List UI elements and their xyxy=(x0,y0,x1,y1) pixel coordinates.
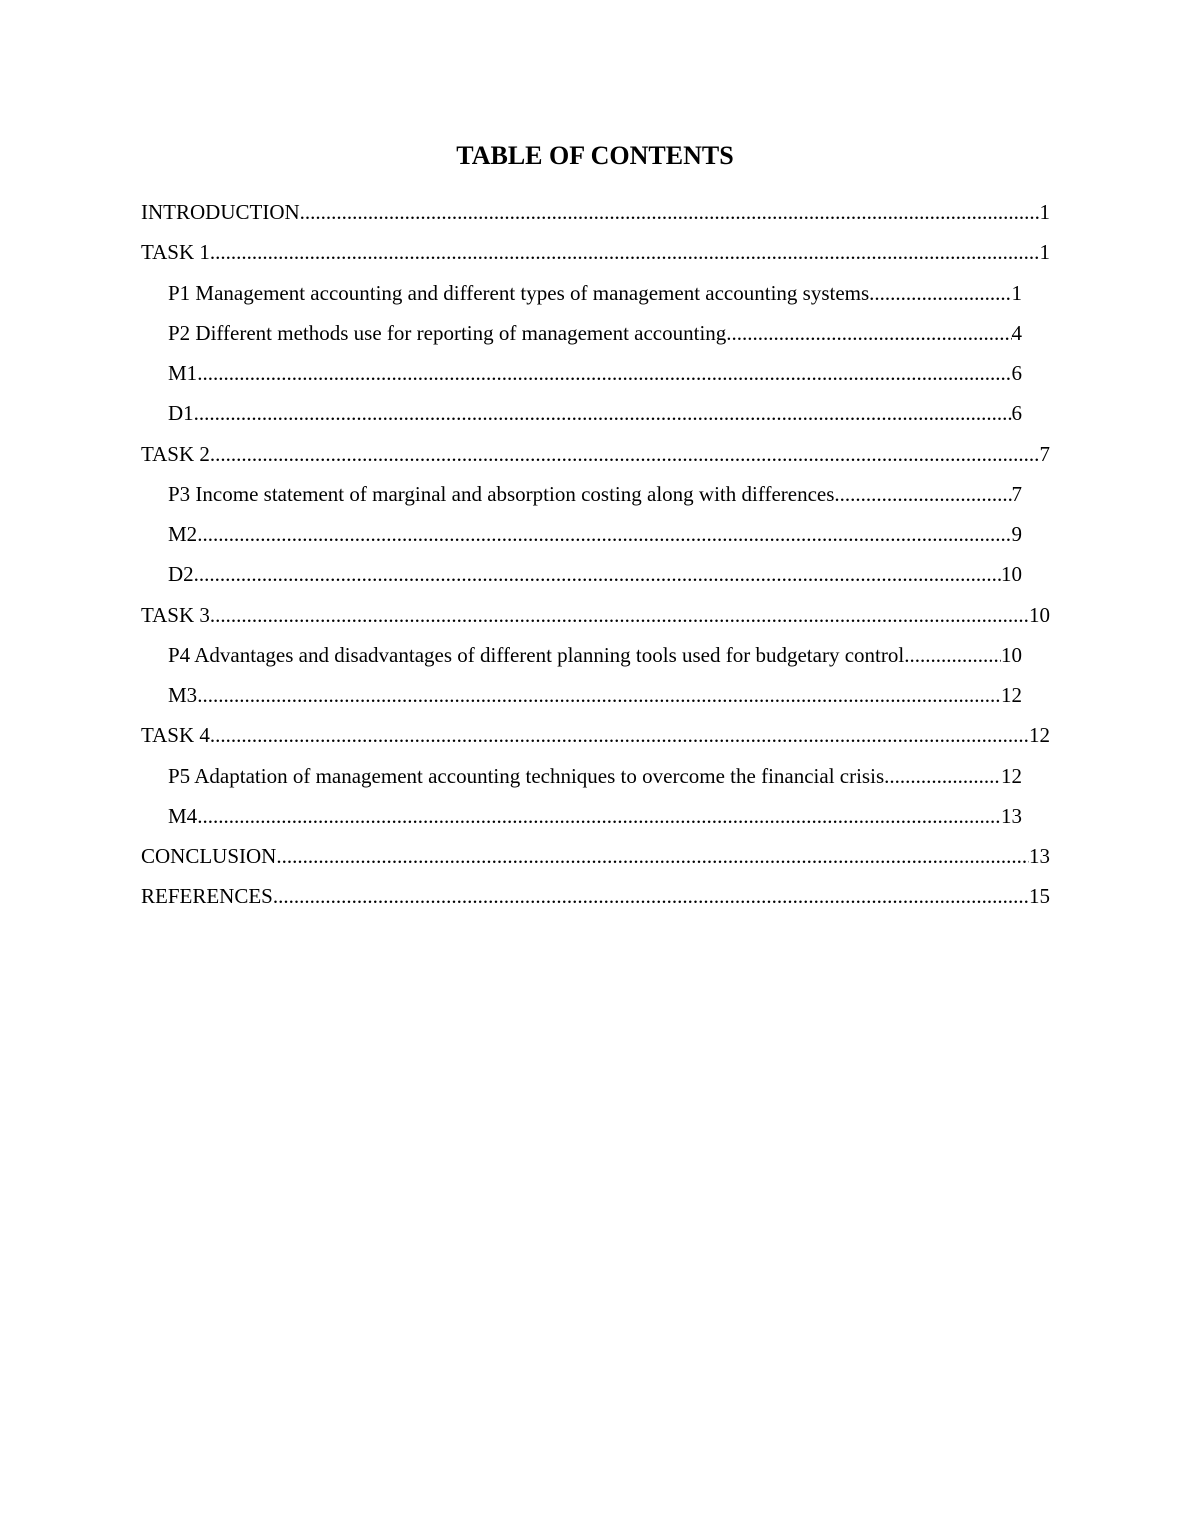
toc-entry-label: INTRODUCTION xyxy=(141,200,300,224)
toc-entry-label: CONCLUSION xyxy=(141,844,277,868)
toc-entry[interactable] xyxy=(141,238,1050,266)
toc-leader-dots xyxy=(300,198,1040,226)
toc-entry-page-number: 9 xyxy=(1011,522,1022,546)
toc-entry-label: TASK 3 xyxy=(141,603,210,627)
toc-entry-label: M3 xyxy=(168,683,198,707)
toc-leader-dots xyxy=(210,601,1029,629)
toc-entry-label: M2 xyxy=(168,522,198,546)
toc-entry-page-number: 1 xyxy=(1039,240,1050,264)
toc-entry[interactable] xyxy=(141,601,1050,629)
toc-entry-page-number: 13 xyxy=(1001,804,1022,828)
toc-entry-page-number: 12 xyxy=(1001,764,1022,788)
toc-entry[interactable] xyxy=(168,762,1022,790)
toc-entry-page-number: 4 xyxy=(1011,321,1022,345)
toc-entry-label: D2 xyxy=(168,562,194,586)
toc-leader-dots xyxy=(197,359,1011,387)
page-title: TABLE OF CONTENTS xyxy=(456,141,734,170)
toc-entry-page-number: 6 xyxy=(1011,401,1022,425)
toc-entry[interactable] xyxy=(141,440,1050,468)
toc-entry-page-number: 7 xyxy=(1011,482,1022,506)
toc-entry-label: M4 xyxy=(168,804,198,828)
toc-leader-dots xyxy=(197,520,1011,548)
toc-leader-dots xyxy=(869,279,1011,307)
toc-entry[interactable] xyxy=(168,560,1022,588)
toc-entry-label: D1 xyxy=(168,401,194,425)
toc-entry-label: M1 xyxy=(168,361,198,385)
toc-entry[interactable] xyxy=(168,319,1022,347)
toc-entry[interactable] xyxy=(168,802,1022,830)
toc-entry[interactable] xyxy=(168,480,1022,508)
toc-leader-dots xyxy=(726,319,1011,347)
toc-entry[interactable] xyxy=(141,198,1050,226)
toc-leader-dots xyxy=(904,641,1001,669)
toc-entry[interactable] xyxy=(141,882,1050,910)
toc-entry-page-number: 15 xyxy=(1029,884,1050,908)
toc-leader-dots xyxy=(194,399,1012,427)
toc-entry-label: P5 Adaptation of management accounting techniques to overcome the financial crisis. xyxy=(168,764,890,788)
toc-entry[interactable] xyxy=(168,520,1022,548)
toc-entry[interactable] xyxy=(168,399,1022,427)
toc-leader-dots xyxy=(197,802,1001,830)
toc-entry[interactable] xyxy=(168,641,1022,669)
toc-leader-dots xyxy=(210,238,1040,266)
toc-entry[interactable] xyxy=(168,359,1022,387)
toc-entry-label: P3 Income statement of marginal and absorption costing along with differences xyxy=(168,482,835,506)
toc-leader-dots xyxy=(210,440,1040,468)
toc-entry-label: TASK 1 xyxy=(141,240,210,264)
toc-leader-dots xyxy=(210,721,1029,749)
toc-entry-page-number: 10 xyxy=(1001,643,1022,667)
toc-entry-page-number: 7 xyxy=(1039,442,1050,466)
toc-entry-page-number: 12 xyxy=(1001,683,1022,707)
toc-entry-label: TASK 2 xyxy=(141,442,210,466)
toc-entry-page-number: 12 xyxy=(1029,723,1050,747)
toc-entry-label: REFERENCES xyxy=(141,884,273,908)
toc-entry[interactable] xyxy=(168,279,1022,307)
toc-entry-page-number: 6 xyxy=(1011,361,1022,385)
toc-leader-dots xyxy=(889,762,1001,790)
toc-entry-page-number: 1 xyxy=(1039,200,1050,224)
toc-entry[interactable] xyxy=(168,681,1022,709)
toc-entry-label: TASK 4 xyxy=(141,723,210,747)
toc-entry-label: P4 Advantages and disadvantages of different planning tools used for budgetary control xyxy=(168,643,905,667)
toc-leader-dots xyxy=(194,560,1001,588)
toc-entry-page-number: 10 xyxy=(1001,562,1022,586)
toc-entry-page-number: 10 xyxy=(1029,603,1050,627)
toc-entry-label: P1 Management accounting and different types of management accounting systems xyxy=(168,281,870,305)
toc-leader-dots xyxy=(273,882,1029,910)
toc-leader-dots xyxy=(276,842,1029,870)
toc-entry-label: P2 Different methods use for reporting of management accounting xyxy=(168,321,727,345)
toc-entry[interactable] xyxy=(141,842,1050,870)
toc-entry-page-number: 13 xyxy=(1029,844,1050,868)
toc-leader-dots xyxy=(834,480,1011,508)
toc-leader-dots xyxy=(197,681,1001,709)
toc-entry[interactable] xyxy=(141,721,1050,749)
toc-entry-page-number: 1 xyxy=(1011,281,1022,305)
